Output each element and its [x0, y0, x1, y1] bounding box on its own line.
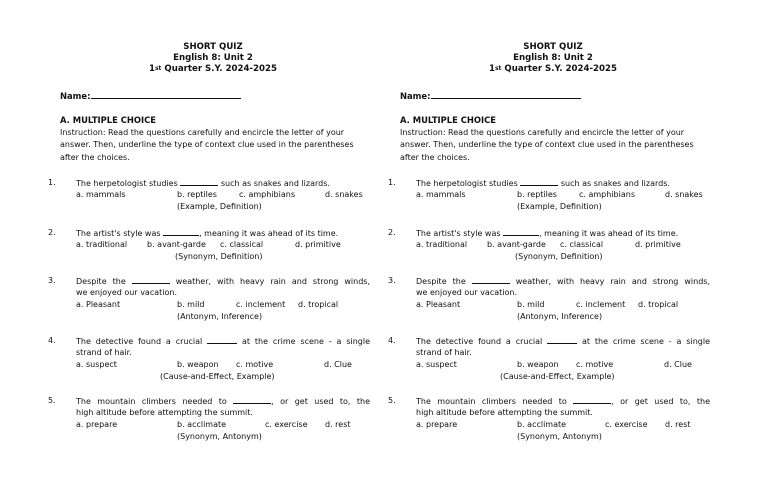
question-text-part: at the crime scene - a single: [581, 337, 711, 346]
answer-blank[interactable]: [207, 336, 237, 344]
choice-d[interactable]: d. tropical: [638, 300, 679, 309]
answer-blank[interactable]: [163, 228, 199, 236]
question-text-part: The mountain climbers needed to: [76, 397, 227, 406]
choice-c[interactable]: c. amphibians: [579, 190, 635, 199]
question-text: [76, 178, 330, 188]
context-clue-options[interactable]: (Synonym, Antonym): [177, 432, 262, 441]
choice-c[interactable]: c. exercise: [605, 420, 648, 429]
quarter-ordinal: 1: [149, 64, 155, 74]
choice-c[interactable]: c. exercise: [265, 420, 308, 429]
quarter-ordinal-suffix: st: [494, 65, 502, 72]
question-text: [76, 396, 370, 406]
choice-d[interactable]: d. snakes: [665, 190, 703, 199]
choice-a[interactable]: a. Pleasant: [416, 300, 461, 309]
question-number: 4.: [48, 336, 56, 345]
choice-b[interactable]: b. avant-garde: [487, 240, 546, 249]
choice-d[interactable]: d. Clue: [664, 360, 692, 369]
name-label: Name:: [400, 91, 431, 101]
question-text-part: The artist's style was: [416, 229, 501, 238]
question-text-line-2: strand of hair.: [416, 348, 472, 357]
question-text: [76, 336, 370, 346]
instructions: [400, 127, 700, 164]
question-text: [416, 396, 710, 406]
choice-a[interactable]: a. Pleasant: [76, 300, 121, 309]
context-clue-options[interactable]: (Synonym, Definition): [515, 252, 603, 261]
question-text: [416, 178, 670, 188]
question-text-part: The mountain climbers needed to: [416, 397, 567, 406]
question-text-part: , meaning it was ahead of its time.: [199, 229, 339, 238]
instruction-line: Instruction: Read the questions carefully and encircle the letter of your: [400, 128, 685, 137]
question-number: 2.: [48, 228, 56, 237]
choice-d[interactable]: d. snakes: [325, 190, 363, 199]
choice-a[interactable]: a. prepare: [76, 420, 118, 429]
choice-d[interactable]: d. Clue: [324, 360, 352, 369]
answer-blank[interactable]: [233, 396, 271, 404]
context-clue-options[interactable]: (Cause-and-Effect, Example): [500, 372, 615, 381]
question-number: 5.: [48, 396, 56, 405]
question-number: 1.: [48, 178, 56, 187]
choice-c[interactable]: c. inclement: [576, 300, 626, 309]
context-clue-options[interactable]: (Cause-and-Effect, Example): [160, 372, 275, 381]
question-number: 3.: [388, 276, 396, 285]
choice-c[interactable]: c. classical: [560, 240, 604, 249]
choice-b[interactable]: b. avant-garde: [147, 240, 206, 249]
choice-a[interactable]: a. mammals: [76, 190, 126, 199]
quiz-copy-left: [48, 0, 378, 503]
question-text-part: , or get used to, the: [271, 397, 370, 406]
quiz-copy-right: [388, 0, 718, 503]
choice-a[interactable]: a. traditional: [416, 240, 468, 249]
question-text-part: Despite the: [76, 277, 126, 286]
question-text-part: The herpetologist studies: [416, 179, 518, 188]
question-text: [416, 336, 710, 346]
section-title: A. MULTIPLE CHOICE: [400, 115, 497, 125]
answer-blank[interactable]: [520, 178, 558, 186]
answer-blank[interactable]: [503, 228, 539, 236]
choice-b[interactable]: b. weapon: [177, 360, 219, 369]
question-text-part: weather, with heavy rain and strong winds,: [175, 277, 370, 286]
answer-blank[interactable]: [180, 178, 218, 186]
question-text-part: such as snakes and lizards.: [560, 179, 670, 188]
instructions: [60, 127, 360, 164]
choice-d[interactable]: d. rest: [325, 420, 351, 429]
context-clue-options[interactable]: (Example, Definition): [517, 202, 602, 211]
choice-d[interactable]: d. rest: [665, 420, 691, 429]
question-number: 4.: [388, 336, 396, 345]
question-text-part: such as snakes and lizards.: [220, 179, 330, 188]
choice-a[interactable]: a. suspect: [416, 360, 457, 369]
quiz-subtitle: English 8: Unit 2: [173, 53, 253, 63]
choice-d[interactable]: d. primitive: [295, 240, 341, 249]
choice-a[interactable]: a. suspect: [76, 360, 117, 369]
context-clue-options[interactable]: (Synonym, Antonym): [517, 432, 602, 441]
instruction-line: answer. Then, underline the type of context clue used in the parentheses: [400, 140, 694, 150]
instruction-line: answer. Then, underline the type of context clue used in the parentheses: [60, 140, 354, 150]
section-title: A. MULTIPLE CHOICE: [60, 115, 157, 125]
question-text-line-2: high altitude before attempting the summit.: [416, 408, 593, 417]
context-clue-options[interactable]: (Antonym, Inference): [517, 312, 603, 321]
quiz-quarter: [48, 64, 378, 75]
name-blank[interactable]: [91, 90, 241, 99]
quiz-quarter: [388, 64, 718, 75]
choice-c[interactable]: c. motive: [576, 360, 614, 369]
answer-blank[interactable]: [472, 276, 510, 284]
instruction-line: after the choices.: [60, 152, 130, 162]
quarter-text: Quarter S.Y. 2024-2025: [501, 64, 617, 74]
choice-b[interactable]: b. weapon: [517, 360, 559, 369]
question-number: 1.: [388, 178, 396, 187]
question-text: [76, 276, 370, 286]
question-text: [416, 228, 678, 238]
name-field: [400, 90, 581, 101]
answer-blank[interactable]: [132, 276, 170, 284]
question-text-part: The detective found a crucial: [416, 337, 543, 346]
question-text-part: Despite the: [416, 277, 466, 286]
choice-b[interactable]: b. mild: [177, 300, 205, 309]
quiz-subtitle: English 8: Unit 2: [513, 53, 593, 63]
choice-a[interactable]: a. prepare: [416, 420, 458, 429]
choice-c[interactable]: c. amphibians: [239, 190, 295, 199]
question-text-line-2: we enjoyed our vacation.: [416, 288, 517, 297]
answer-blank[interactable]: [547, 336, 577, 344]
question-text-part: , or get used to, the: [611, 397, 710, 406]
context-clue-options[interactable]: (Example, Definition): [177, 202, 262, 211]
question-text: [76, 228, 338, 238]
quarter-text: Quarter S.Y. 2024-2025: [161, 64, 277, 74]
name-label: Name:: [60, 91, 91, 101]
choice-b[interactable]: b. reptiles: [517, 190, 557, 199]
choice-c[interactable]: c. motive: [236, 360, 274, 369]
question-number: 2.: [388, 228, 396, 237]
context-clue-options[interactable]: (Synonym, Definition): [175, 252, 263, 261]
question-text-line-2: we enjoyed our vacation.: [76, 288, 177, 297]
choice-c[interactable]: c. inclement: [236, 300, 286, 309]
quarter-ordinal-suffix: st: [154, 65, 162, 72]
name-field: [60, 90, 241, 101]
quarter-ordinal: 1: [489, 64, 495, 74]
choice-a[interactable]: a. traditional: [76, 240, 128, 249]
choice-b[interactable]: b. acclimate: [517, 420, 567, 429]
question-text-part: weather, with heavy rain and strong winds,: [515, 277, 710, 286]
question-text-part: The artist's style was: [76, 229, 161, 238]
question-text: [416, 276, 710, 286]
question-number: 5.: [388, 396, 396, 405]
question-text-part: The detective found a crucial: [76, 337, 203, 346]
name-blank[interactable]: [431, 90, 581, 99]
choice-d[interactable]: d. tropical: [298, 300, 339, 309]
choice-b[interactable]: b. acclimate: [177, 420, 227, 429]
context-clue-options[interactable]: (Antonym, Inference): [177, 312, 263, 321]
question-number: 3.: [48, 276, 56, 285]
choice-a[interactable]: a. mammals: [416, 190, 466, 199]
answer-blank[interactable]: [573, 396, 611, 404]
instruction-line: after the choices.: [400, 152, 470, 162]
question-text-part: at the crime scene - a single: [241, 337, 371, 346]
instruction-line: Instruction: Read the questions carefully and encircle the letter of your: [60, 128, 345, 137]
choice-b[interactable]: b. mild: [517, 300, 545, 309]
choice-c[interactable]: c. classical: [220, 240, 264, 249]
quiz-title: SHORT QUIZ: [183, 42, 243, 52]
question-text-line-2: strand of hair.: [76, 348, 132, 357]
question-text-line-2: high altitude before attempting the summit.: [76, 408, 253, 417]
quiz-title: SHORT QUIZ: [523, 42, 583, 52]
choice-b[interactable]: b. reptiles: [177, 190, 217, 199]
question-text-part: , meaning it was ahead of its time.: [539, 229, 679, 238]
question-text-part: The herpetologist studies: [76, 179, 178, 188]
choice-d[interactable]: d. primitive: [635, 240, 681, 249]
